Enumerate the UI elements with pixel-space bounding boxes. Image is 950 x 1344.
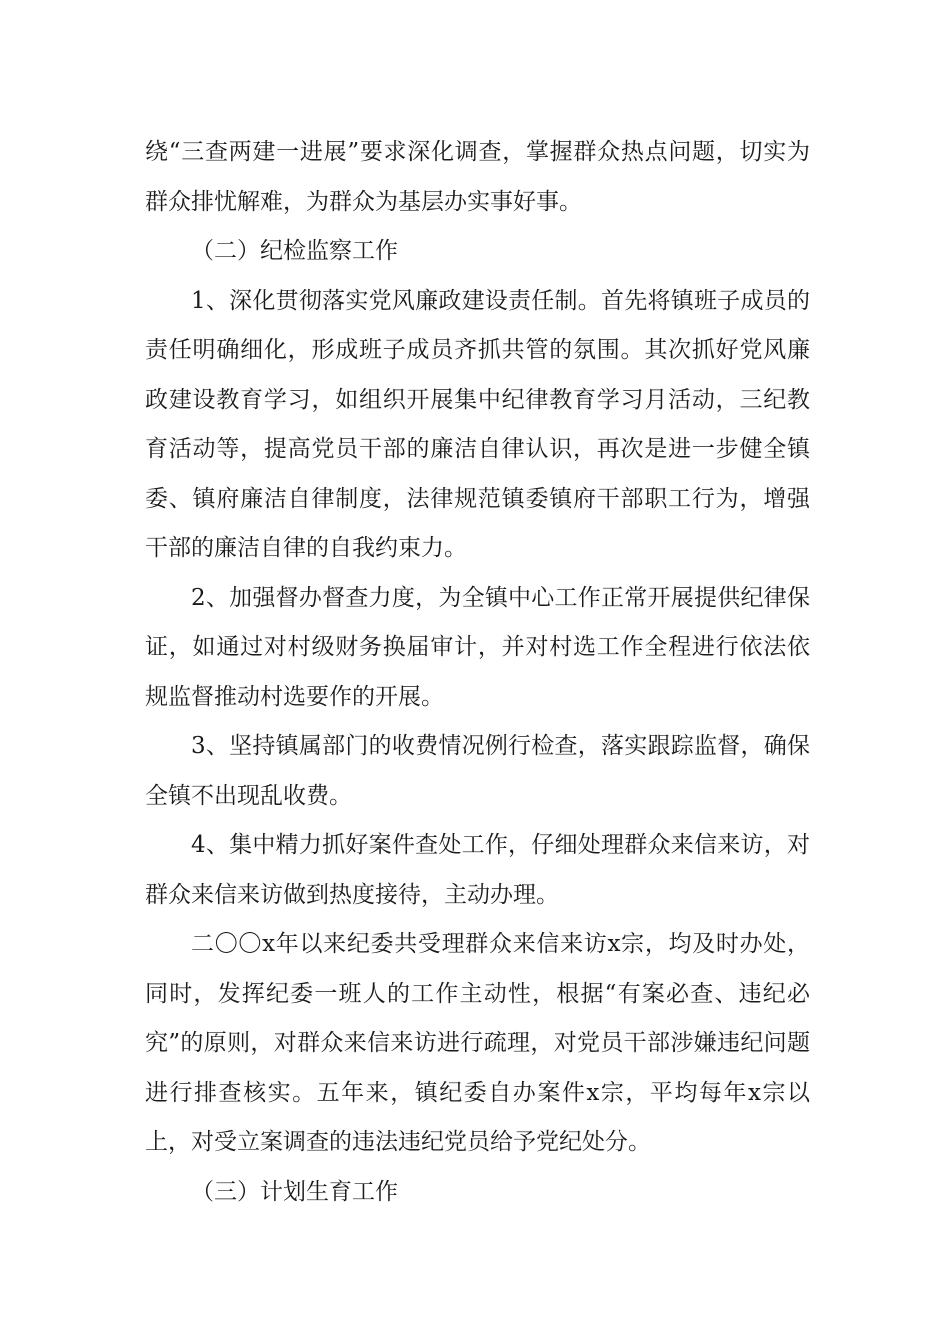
section-heading-discipline: （二）纪检监察工作 [191,238,398,264]
paragraph-item-4: 4、集中精力抓好案件查处工作，仔细处理群众来信来访，对群众来信来访做到热度接待，主动办理。 [145,832,810,908]
paragraph-summary: 二〇〇x年以来纪委共受理群众来信来访x宗，均及时办处，同时，发挥纪委一班人的工作主动性，根据“有案必查、违纪必究”的原则，对群众来信来访进行疏理，对党员干部涉嫌违纪问题进行排查核实。五年来，镇纪委自办案件x宗，平均每年x宗以上，对受立案调查的违法违纪党员给予党纪处分。 [145,931,810,1155]
document-body [145,128,810,1217]
paragraph-item-1: 1、深化贯彻落实党风廉政建设责任制。首先将镇班子成员的责任明确细化，形成班子成员齐抓共管的氛围。其次抓好党风廉政建设教育学习，如组织开展集中纪律教育学习月活动，三纪教育活动等，提高党员干部的廉洁自律认识，再次是进一步健全镇委、镇府廉洁自律制度，法律规范镇委镇府干部职工行为，增强干部的廉洁自律的自我约束力。 [145,287,810,561]
paragraph-item-2: 2、加强督办督查力度，为全镇中心工作正常开展提供纪律保证，如通过对村级财务换届审计，并对村选工作全程进行依法依规监督推动村选要作的开展。 [145,584,810,710]
section-heading-family-planning: （三）计划生育工作 [191,1178,398,1205]
paragraph-continuation: 绕“三查两建一进展”要求深化调查，掌握群众热点问题，切实为群众排忧解难，为群众为基层办实事好事。 [145,139,810,215]
paragraph-item-3: 3、坚持镇属部门的收费情况例行检查，落实跟踪监督，确保全镇不出现乱收费。 [145,733,810,809]
